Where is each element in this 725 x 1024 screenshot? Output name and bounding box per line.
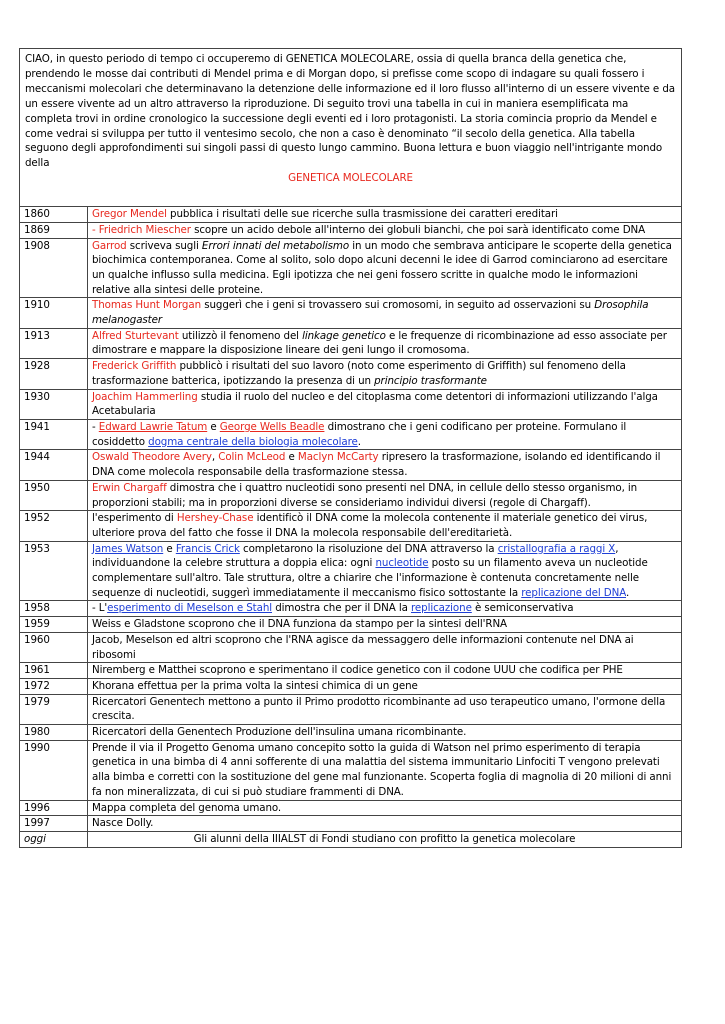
table-row	[20, 420, 682, 450]
event-text: ripresero la trasformazione, isolando ed identificando il DNA come molecola responsabile della trasformazione stessa.	[92, 451, 661, 479]
event-text: principio trasformante	[374, 374, 487, 387]
year-cell: 1930	[20, 389, 88, 419]
year-cell: 1997	[20, 816, 88, 832]
event-text: pubblicò i risultati del suo lavoro (noto come esperimento di Griffith) sul fenomeno della trasformazione batterica, ipotizzando la presenza di un	[92, 360, 626, 387]
event-text: dimostra che i quattro nucleotidi sono presenti nel DNA, in cellule dello stesso organismo, in proporzioni stabili; ma in proporzioni diverse se consideriamo individui diversi (regole di Chargaff).	[92, 481, 638, 509]
event-text: -	[92, 421, 99, 433]
event-link[interactable]: George Wells Beadle	[219, 421, 325, 433]
table-row	[20, 725, 682, 741]
event-link[interactable]: dogma centrale della biologia molecolare	[148, 435, 358, 448]
timeline-table	[19, 206, 682, 848]
event-cell	[88, 359, 682, 389]
event-text: Mappa completa del genoma umano.	[92, 801, 282, 814]
person-name: Frederick Griffith	[92, 360, 177, 373]
person-name: Garrod	[92, 239, 127, 252]
event-text: Drosophila melanogaster	[92, 299, 649, 327]
event-text: Ricercatori Genentech mettono a punto il Primo prodotto ricombinante ad uso terapeutico umano, l'ormone della crescita.	[92, 695, 666, 723]
year-cell: 1860	[20, 207, 88, 223]
year-cell: 1958	[20, 601, 88, 617]
event-text: completarono la risoluzione del DNA attraverso la	[239, 542, 498, 555]
event-text: suggerì che i geni si trovassero sui cromosomi, in seguito ad osservazioni su	[201, 299, 595, 312]
event-cell	[88, 678, 682, 694]
event-text: Khorana effettua per la prima volta la sintesi chimica di un gene	[92, 679, 418, 692]
event-text: Jacob, Meselson ed altri scoprono che l'RNA agisce da messaggero delle informazioni contenute nel DNA ai ribosomi	[92, 633, 634, 661]
year-cell: 1869	[20, 222, 88, 238]
table-row	[20, 328, 682, 358]
event-text: Ricercatori della Genentech Produzione dell'insulina umana ricombinante.	[92, 726, 467, 739]
table-row	[20, 480, 682, 510]
event-text: dimostra che per il DNA la	[272, 602, 411, 615]
event-cell	[88, 740, 682, 800]
event-text: in un modo che sembrava anticipare le scoperte della genetica biochimica contemporanea. Come al solito, solo dopo alcuni decenni le idee di Garrod cominciarono ad esercitare un qualche influsso sulla medicina. Egli ipotizza che nei geni fossero scritte in qualche modo le informazioni relative alla sintesi delle proteine.	[92, 239, 672, 296]
event-cell	[88, 511, 682, 541]
event-text: utilizzò il fenomeno del	[178, 329, 303, 342]
event-text: Errori innati del metabolismo	[201, 239, 350, 252]
event-text: linkage genetico	[302, 329, 386, 342]
event-text: scopre un acido debole all'interno dei globuli bianchi, che poi sarà identificato come DNA	[190, 223, 646, 236]
table-row	[20, 632, 682, 662]
event-text: scriveva sugli	[126, 239, 202, 252]
table-row	[20, 694, 682, 724]
event-cell	[88, 222, 682, 238]
event-text: identificò il DNA come la molecola contenente il materiale genetico dei virus, ulteriore prova del fatto che fosse il DNA la molecola responsabile dell'ereditarietà.	[92, 512, 648, 539]
year-cell: 1959	[20, 617, 88, 633]
table-row	[20, 617, 682, 633]
event-text: e	[285, 451, 298, 464]
table-row	[20, 359, 682, 389]
person-name: Gregor Mendel	[92, 208, 167, 221]
event-text: pubblica i risultati delle sue ricerche sulla trasmissione dei caratteri ereditari	[166, 208, 558, 221]
year-cell: 1952	[20, 511, 88, 541]
year-cell: 1928	[20, 359, 88, 389]
event-text: - L'	[92, 602, 108, 615]
intro-box	[19, 48, 682, 206]
timeline-body	[20, 207, 682, 848]
event-link[interactable]: esperimento di Meselson e Stahl	[107, 602, 273, 615]
year-cell: 1913	[20, 328, 88, 358]
year-cell: 1944	[20, 450, 88, 480]
event-cell	[88, 298, 682, 328]
event-cell	[88, 328, 682, 358]
year-cell: 1996	[20, 800, 88, 816]
event-link[interactable]: replicazione del DNA	[521, 586, 627, 599]
document-page	[19, 48, 682, 848]
year-cell: oggi	[20, 831, 88, 847]
event-cell	[88, 480, 682, 510]
intro-text: CIAO, in questo periodo di tempo ci occuperemo di GENETICA MOLECOLARE, ossia di quella branca della genetica che, prendendo le mosse dai contributi di Mendel prima e di Morgan dopo, si prefisse come scopo di indagare su quali fossero i meccanismi molecolari che determinavano la detenzione delle informazione ed il loro flusso all'interno di un essere vivente e da un essere vivente ad un altro attraverso la riproduzione. Di seguito trovi una tabella in cui in maniera esemplificata ma completa trovi in ordine cronologico la successione degli eventi ed i loro protagonisti. La storia comincia proprio da Mendel e come vedrai si sviluppa per tutto il ventesimo secolo, che non a caso è denominato “il secolo della genetica. Alla tabella seguono degli approfondimenti sui singoli passi di questo lungo cammino. Buona lettura e buon viaggio nell'intrigante mondo della	[25, 53, 675, 170]
event-text: Gli alunni della IIIALST di Fondi studiano con profitto la genetica molecolare	[193, 832, 576, 845]
person-name: Erwin Chargaff	[92, 481, 167, 494]
table-row	[20, 541, 682, 601]
table-row	[20, 450, 682, 480]
year-cell: 1980	[20, 725, 88, 741]
event-cell	[88, 725, 682, 741]
event-text: dimostrano che i geni codificano per proteine. Formulano il cosiddetto	[92, 421, 627, 448]
event-cell	[88, 207, 682, 223]
event-text: e	[163, 542, 176, 555]
event-cell	[88, 541, 682, 601]
table-row	[20, 800, 682, 816]
table-row	[20, 389, 682, 419]
event-cell	[88, 420, 682, 450]
event-cell	[88, 617, 682, 633]
event-link[interactable]: cristallografia a raggi X	[497, 542, 616, 555]
person-name: Hershey-Chase	[176, 512, 254, 525]
year-cell: 1979	[20, 694, 88, 724]
table-row	[20, 298, 682, 328]
event-text: e le frequenze di ricombinazione ad esso associate per dimostrare e mappare la disposizione lineare dei geni lungo il cromosoma.	[92, 329, 667, 357]
table-row	[20, 663, 682, 679]
year-cell: 1953	[20, 541, 88, 601]
person-name: Joachim Hammerling	[92, 390, 198, 403]
event-text: posto su un filamento aveva un nucleotide complementare sull'altro. Tale struttura, oltre a chiarire che l'informazione è contenuta concretamente nelle sequenze di nucleotidi, suggerì immediatamente il meccanismo fisico sottostante la	[92, 557, 648, 599]
event-cell	[88, 816, 682, 832]
event-cell	[88, 831, 682, 847]
table-row	[20, 740, 682, 800]
table-row	[20, 238, 682, 298]
event-text: ,	[211, 451, 219, 464]
person-name: Colin McLeod	[218, 451, 286, 464]
year-cell: 1908	[20, 238, 88, 298]
person-name: - Friedrich Miescher	[92, 223, 191, 236]
year-cell: 1960	[20, 632, 88, 662]
event-cell	[88, 238, 682, 298]
table-row	[20, 831, 682, 847]
table-row	[20, 207, 682, 223]
year-cell: 1990	[20, 740, 88, 800]
event-text: , individuandone la celebre struttura a doppia elica: ogni	[92, 542, 619, 570]
event-cell	[88, 663, 682, 679]
event-link[interactable]: James Watson	[92, 542, 164, 555]
table-row	[20, 601, 682, 617]
event-cell	[88, 694, 682, 724]
table-row	[20, 816, 682, 832]
person-name: Maclyn McCarty	[297, 451, 379, 464]
event-text: Prende il via il Progetto Genoma umano concepito sotto la guida di Watson nel primo esperimento di terapia genetica in una bimba di 4 anni sofferente di una malattia del sistema immunitario Linfociti T vengono prelevati alla bimba e corretti con la sostituzione del gene mal funzionante. Scoperta foglia di magnolia di 20 milioni di anni fa non mineralizzata, di cui si può studiare frammenti di DNA.	[92, 741, 672, 798]
event-link[interactable]: replicazione	[411, 602, 472, 615]
event-cell	[88, 389, 682, 419]
event-link[interactable]: Edward Lawrie Tatum	[98, 421, 208, 433]
event-cell	[88, 601, 682, 617]
year-cell: 1961	[20, 663, 88, 679]
event-cell	[88, 800, 682, 816]
event-text: e	[207, 421, 220, 433]
year-cell: 1972	[20, 678, 88, 694]
person-name: Alfred Sturtevant	[92, 329, 179, 342]
table-row	[20, 511, 682, 541]
event-link[interactable]: Francis Crick	[175, 542, 240, 555]
event-text: .	[626, 586, 630, 599]
event-link[interactable]: nucleotide	[375, 557, 429, 570]
event-text: Weiss e Gladstone scoprono che il DNA funziona da stampo per la sintesi dell'RNA	[92, 618, 508, 631]
event-text: .	[357, 435, 361, 448]
event-text: l'esperimento di	[92, 512, 177, 525]
event-text: Nasce Dolly.	[92, 817, 154, 830]
person-name: Oswald Theodore Avery	[92, 451, 212, 464]
year-cell: 1941	[20, 420, 88, 450]
person-name: Thomas Hunt Morgan	[92, 299, 202, 312]
table-row	[20, 222, 682, 238]
event-cell	[88, 450, 682, 480]
event-text: Niremberg e Matthei scoprono e sperimentano il codice genetico con il codone UUU che codifica per PHE	[92, 664, 623, 677]
event-text: studia il ruolo del nucleo e del citoplasma come detentori di informazioni utilizzando l'alga Acetabularia	[92, 390, 658, 418]
event-cell	[88, 632, 682, 662]
year-cell: 1950	[20, 480, 88, 510]
year-cell: 1910	[20, 298, 88, 328]
intro-centered-title: GENETICA MOLECOLARE	[288, 172, 413, 185]
table-row	[20, 678, 682, 694]
event-text: è semiconservativa	[471, 602, 574, 615]
